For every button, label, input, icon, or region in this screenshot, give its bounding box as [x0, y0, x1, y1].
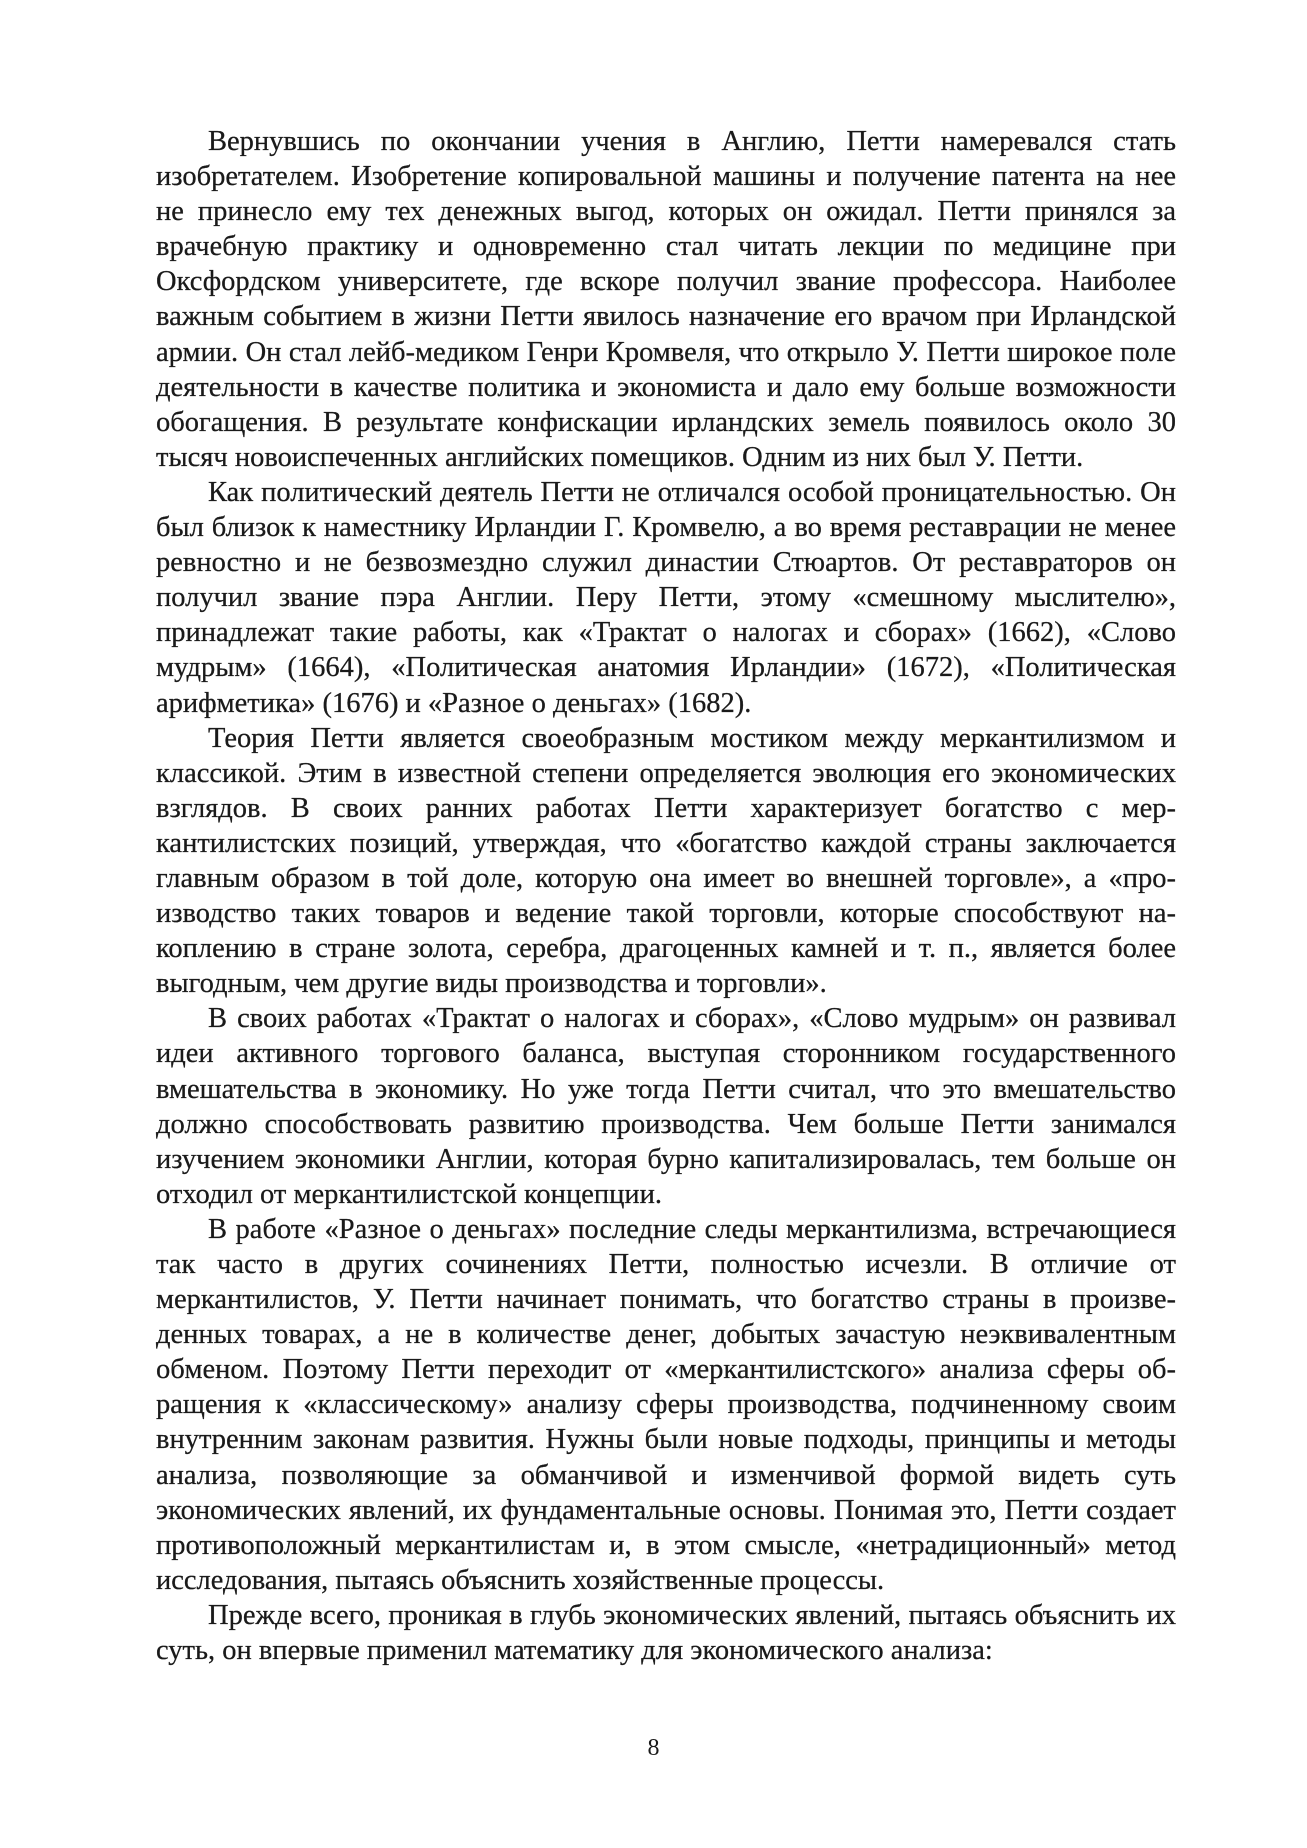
paragraph-4: В своих работах «Трактат о налогах и сборах», «Слово мудрым» он развивал идеи активного торгового баланса, выступая сторонником государственного вмешательства в экономику. Но уже тогда Петти считал, что это вмешательство должно способствовать развитию производства. Чем больше Петти занимался изучением экономики Англии, которая бурно капитализировалась, тем больше он отходил от меркантилистской концепции. — [156, 1003, 1176, 1210]
paragraph-3: Теория Петти является своеобразным мостиком между меркантилизмом и классикой. Этим в известной степени определяется эволюция его экономических взглядов. В своих ранних работах Петти характеризует богатство с меркантилистских позиций, утверждая, что «богатство каждой страны заключается главным образом в той доле, которую она имеет во внешней торговле», а «производство таких товаров и ведение такой торговли, которые способствуют накоплению в стране золота, серебра, драгоценных камней и т. п., является более выгодным, чем другие виды производства и торговли». — [156, 722, 1176, 1000]
page-number: 8 — [647, 1735, 660, 1761]
paragraph-1: Вернувшись по окончании учения в Англию, Петти намеревался стать изобретателем. Изобретение копировальной машины и получение патента на нее не принесло ему тех денежных выгод, которых он ожидал. Петти принялся за врачебную практику и одновременно стал читать лекции по медицине при Оксфордском университете, где вскоре получил звание профессора. Наиболее важным событием в жизни Петти явилось назначение его врачом при Ирландской армии. Он стал лейб-медиком Генри Кромвеля, что открыло У. Петти широкое поле деятельности в качестве политика и экономиста и дало ему больше возможности обогащения. В результате конфискации ирландских земель появилось около 30 тысяч новоиспеченных английских помещиков. Одним из них был У. Петти. — [156, 126, 1176, 473]
paragraph-6: Прежде всего, проникая в глубь экономических явлений, пытаясь объяснить их суть, он впервые применил математику для экономического анализа: — [156, 1599, 1176, 1667]
paragraph-2: Как политический деятель Петти не отличался особой проницательностью. Он был близок к наместнику Ирландии Г. Кромвелю, а во время реставрации не менее ревностно и не безвозмездно служил династии Стюартов. От реставраторов он получил звание пэра Англии. Перу Петти, этому «смешному мыслителю», принадлежат такие работы, как «Трактат о налогах и сборах» (1662), «Слово мудрым» (1664), «Политическая анатомия Ирландии» (1672), «Политическая арифметика» (1676) и «Разное о деньгах» (1682). — [156, 476, 1176, 719]
paragraph-5: В работе «Разное о деньгах» последние следы меркантилизма, встречающиеся так часто в других сочинениях Петти, полностью исчезли. В отличие от меркантилистов, У. Петти начинает понимать, что богатство страны в произведенных товарах, а не в количестве денег, добытых зачастую неэквивалентным обменом. Поэтому Петти переходит от «меркантилистского» анализа сферы обращения к «классическому» анализу сферы производства, подчиненному своим внутренним законам развития. Нужны были новые подходы, принципы и методы анализа, позволяющие за обманчивой и изменчивой формой видеть суть экономических явлений, их фундаментальные основы. Понимая это, Петти создает противоположный меркантилистам и, в этом смысле, «нетрадиционный» метод исследования, пытаясь объяснить хозяйственные процессы. — [156, 1213, 1176, 1596]
body-text — [156, 124, 1176, 1668]
